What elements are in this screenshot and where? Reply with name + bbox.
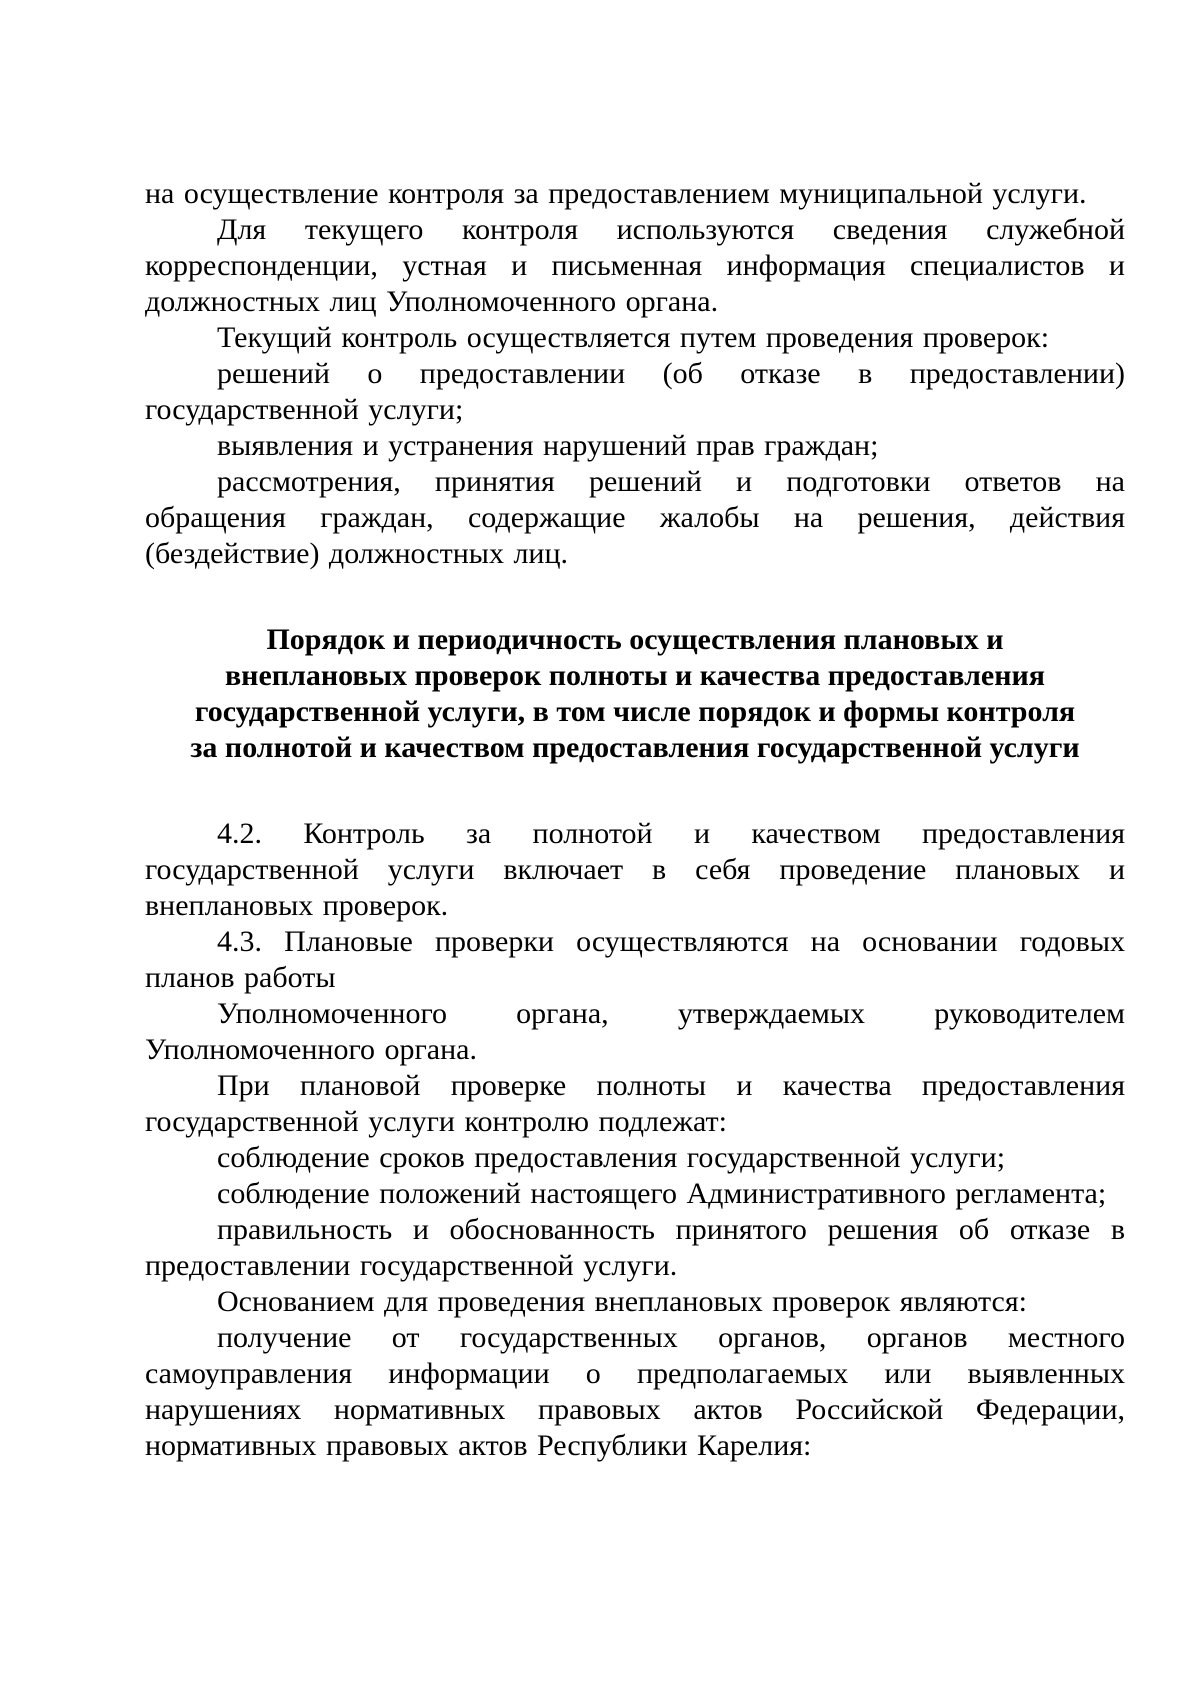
- paragraph: 4.3. Плановые проверки осуществляются на основании годовых планов работы: [145, 925, 1125, 994]
- spacer: [145, 766, 1125, 816]
- heading-line: внеплановых проверок полноты и качества предоставления: [224, 659, 1046, 692]
- heading-line: государственной услуги, в том числе порядок и формы контроля: [194, 695, 1076, 728]
- paragraph: Для текущего контроля используются сведения служебной корреспонденции, устная и письменная информация специалистов и должностных лиц Уполномоченного органа.: [145, 213, 1125, 318]
- spacer: [145, 572, 1125, 622]
- paragraph: При плановой проверке полноты и качества предоставления государственной услуги контролю подлежат:: [145, 1069, 1125, 1138]
- paragraph: соблюдение положений настоящего Административного регламента;: [217, 1177, 1107, 1210]
- paragraph: Основанием для проведения внеплановых проверок являются:: [217, 1285, 1027, 1318]
- paragraph: получение от государственных органов, органов местного самоуправления информации о предполагаемых или выявленных нарушениях нормативных правовых актов Российской Федерации, нормативных правовых актов Республики Карелия:: [145, 1321, 1125, 1462]
- heading-line: Порядок и периодичность осуществления плановых и: [266, 623, 1004, 656]
- paragraph: соблюдение сроков предоставления государственной услуги;: [217, 1141, 1006, 1174]
- section-heading: [145, 622, 1125, 766]
- paragraph: на осуществление контроля за предоставлением муниципальной услуги.: [145, 177, 1087, 210]
- paragraph: правильность и обоснованность принятого решения об отказе в предоставлении государственной услуги.: [145, 1213, 1125, 1282]
- paragraph: 4.2. Контроль за полнотой и качеством предоставления государственной услуги включает в себя проведение плановых и внеплановых проверок.: [145, 817, 1125, 922]
- paragraph: решений о предоставлении (об отказе в предоставлении) государственной услуги;: [145, 357, 1125, 426]
- heading-line: за полнотой и качеством предоставления государственной услуги: [190, 731, 1080, 764]
- paragraph: Текущий контроль осуществляется путем проведения проверок:: [217, 321, 1050, 354]
- paragraph: Уполномоченного органа, утверждаемых руководителем Уполномоченного органа.: [145, 997, 1125, 1066]
- paragraph: рассмотрения, принятия решений и подготовки ответов на обращения граждан, содержащие жалобы на решения, действия (бездействие) должностных лиц.: [145, 465, 1125, 570]
- document-body: [145, 176, 1125, 1464]
- paragraph: выявления и устранения нарушений прав граждан;: [217, 429, 879, 462]
